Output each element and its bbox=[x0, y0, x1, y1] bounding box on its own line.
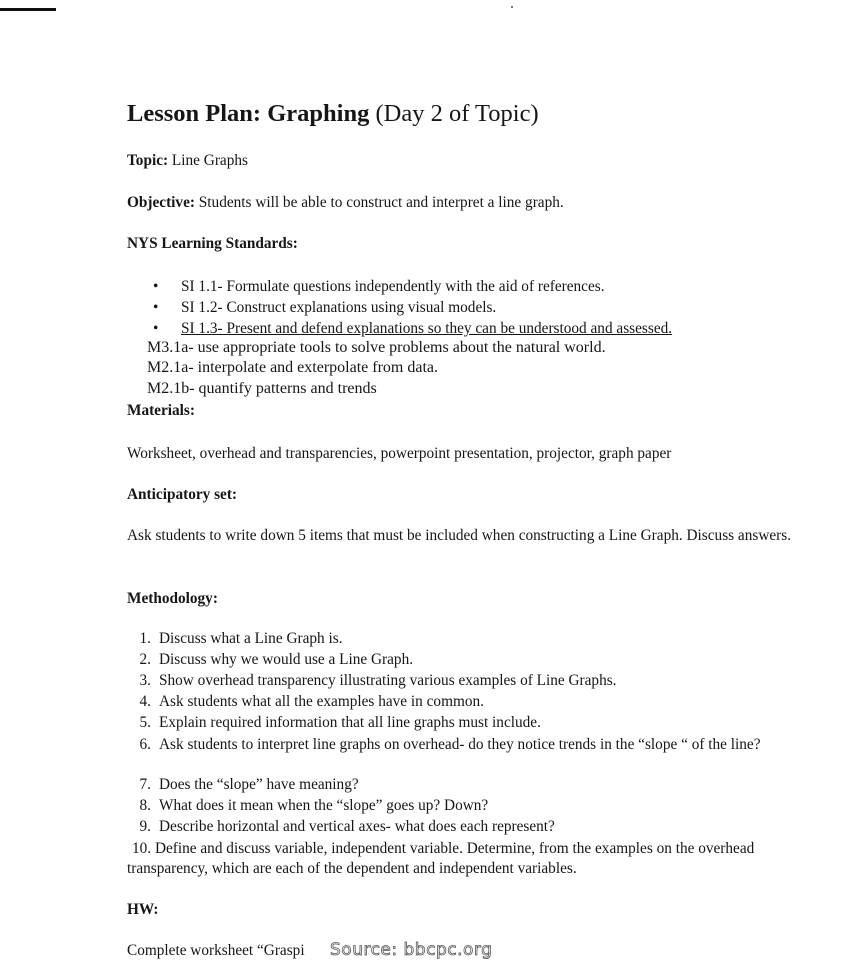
materials-heading: Materials: bbox=[127, 402, 195, 419]
list-item bbox=[127, 651, 413, 669]
item-number: 8. bbox=[139, 797, 151, 814]
item-text: Does the “slope” have meaning? bbox=[159, 776, 359, 793]
item-text: Discuss what a Line Graph is. bbox=[159, 630, 343, 647]
bullet-icon: • bbox=[153, 320, 159, 337]
list-item bbox=[127, 797, 488, 815]
item-text: Ask students what all the examples have in common. bbox=[159, 693, 484, 710]
item-number: 9. bbox=[139, 818, 151, 835]
item-text: Define and discuss variable, independent variable. Determine, from the examples on the overhead transparency, which are each of the dependent and independent variables. bbox=[127, 840, 755, 877]
item-number: 1. bbox=[139, 630, 151, 647]
standard-bullet bbox=[153, 299, 496, 317]
list-item bbox=[127, 672, 617, 690]
item-text: Explain required information that all line graphs must include. bbox=[159, 714, 541, 731]
item-number: 10. bbox=[132, 840, 152, 857]
math-standard: M2.1b- quantify patterns and trends bbox=[147, 380, 377, 397]
math-standard: M3.1a- use appropriate tools to solve problems about the natural world. bbox=[147, 339, 606, 356]
item-number: 7. bbox=[139, 776, 151, 793]
anticipatory-text: Ask students to write down 5 items that must be included when constructing a Line Graph. Discuss answers. bbox=[127, 527, 792, 544]
page-title bbox=[127, 100, 539, 128]
topic-line bbox=[127, 152, 248, 170]
item-text: Ask students to interpret line graphs on overhead- do they notice trends in the “slope “ of the line? bbox=[159, 736, 761, 753]
list-item bbox=[127, 693, 484, 711]
title-sub: (Day 2 of Topic) bbox=[375, 100, 539, 127]
standard-bullet bbox=[153, 320, 672, 338]
source-watermark: Source: bbcpc.org bbox=[330, 940, 493, 960]
hw-text: Complete worksheet “Graspi bbox=[127, 942, 305, 959]
standard-text: SI 1.2- Construct explanations using visual models. bbox=[181, 299, 497, 316]
item-text: Describe horizontal and vertical axes- what does each represent? bbox=[159, 818, 555, 835]
scan-artifact-dot bbox=[511, 6, 513, 8]
objective-label: Objective: bbox=[127, 194, 195, 211]
item-number: 3. bbox=[139, 672, 151, 689]
objective-value: Students will be able to construct and interpret a line graph. bbox=[198, 194, 564, 211]
standard-bullet bbox=[153, 278, 605, 296]
standard-text: SI 1.1- Formulate questions independently with the aid of references. bbox=[181, 278, 605, 295]
methodology-heading: Methodology: bbox=[127, 590, 218, 607]
objective-line bbox=[127, 194, 564, 212]
materials-text: Worksheet, overhead and transparencies, powerpoint presentation, projector, graph paper bbox=[127, 445, 672, 462]
item-number: 6. bbox=[139, 736, 151, 753]
item-number: 2. bbox=[139, 651, 151, 668]
topic-value: Line Graphs bbox=[171, 152, 248, 169]
scan-artifact-line bbox=[0, 8, 56, 11]
item-number: 5. bbox=[139, 714, 151, 731]
bullet-icon: • bbox=[153, 299, 159, 316]
topic-label: Topic: bbox=[127, 152, 169, 169]
bullet-icon: • bbox=[153, 278, 159, 295]
title-main: Lesson Plan: Graphing bbox=[127, 100, 370, 127]
list-item bbox=[127, 630, 343, 648]
list-item bbox=[127, 714, 541, 732]
math-standard: M2.1a- interpolate and exterpolate from data. bbox=[147, 359, 438, 376]
standard-text: SI 1.3- Present and defend explanations so they can be understood and assessed. bbox=[181, 320, 673, 337]
list-item bbox=[127, 839, 839, 879]
hw-heading: HW: bbox=[127, 901, 159, 918]
anticipatory-heading: Anticipatory set: bbox=[127, 486, 238, 503]
list-item bbox=[127, 818, 555, 836]
item-text: What does it mean when the “slope” goes up? Down? bbox=[159, 797, 489, 814]
item-text: Show overhead transparency illustrating various examples of Line Graphs. bbox=[159, 672, 617, 689]
item-text: Discuss why we would use a Line Graph. bbox=[159, 651, 414, 668]
list-item bbox=[127, 776, 359, 794]
list-item bbox=[127, 735, 839, 755]
item-number: 4. bbox=[139, 693, 151, 710]
standards-heading: NYS Learning Standards: bbox=[127, 235, 298, 252]
